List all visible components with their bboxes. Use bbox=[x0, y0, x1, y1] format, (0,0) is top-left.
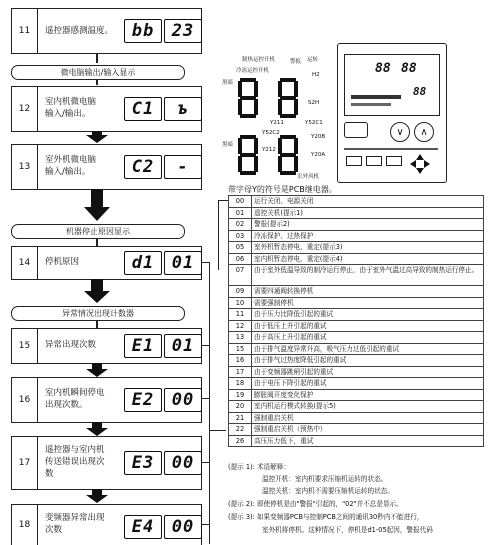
code-cell: 19 bbox=[229, 389, 252, 401]
step-number: 13 bbox=[12, 145, 38, 189]
code-cell: 02 bbox=[229, 219, 252, 231]
table-row bbox=[229, 435, 484, 447]
display-value: 23 bbox=[164, 19, 202, 43]
table-row bbox=[229, 412, 484, 424]
bracket-line bbox=[218, 200, 228, 201]
description-cell: 由于排气过热度降低引起的重试 bbox=[252, 355, 484, 367]
remote-digits: 88 bbox=[401, 61, 417, 76]
step-number: 11 bbox=[12, 9, 38, 53]
segment-display bbox=[124, 388, 202, 412]
note-1b: 温控关机：室内机不需要压缩机运转的状态。 bbox=[262, 487, 394, 495]
table-row bbox=[229, 265, 484, 286]
down-arrow-icon bbox=[86, 131, 108, 143]
code-cell: 01 bbox=[229, 207, 252, 219]
table-row bbox=[229, 366, 484, 378]
code-cell: 07 bbox=[229, 265, 252, 286]
remote-controller bbox=[337, 43, 447, 183]
bracket-line bbox=[218, 200, 219, 270]
table-row bbox=[229, 297, 484, 309]
segment-display bbox=[124, 451, 202, 475]
code-cell: 16 bbox=[229, 355, 252, 367]
table-caption: 带字母Y的符号是PCB继电器。 bbox=[228, 185, 337, 194]
diagram-label: 黑暗 bbox=[222, 80, 234, 86]
step-number: 18 bbox=[12, 505, 38, 545]
bracket-line bbox=[209, 262, 210, 544]
description-cell: 冷冻保护、过热保护 bbox=[252, 230, 484, 242]
step-16 bbox=[11, 377, 202, 423]
note-3: (提示 3): 如果变频器PCB与控制PCB之间的通讯30秒内不能进行， bbox=[228, 513, 424, 521]
diagram-label: S2H bbox=[308, 100, 320, 106]
step-15 bbox=[11, 328, 202, 364]
step-14 bbox=[11, 246, 202, 280]
banner-abnormal-counter: 异常情况出现计数器 bbox=[11, 306, 185, 321]
remote-button[interactable] bbox=[386, 156, 402, 166]
arrow-pad-icon[interactable] bbox=[408, 152, 432, 176]
code-cell: 06 bbox=[229, 253, 252, 265]
table-row bbox=[229, 219, 484, 231]
table-row bbox=[229, 355, 484, 367]
diagram-label: Y212 bbox=[262, 147, 276, 153]
diagram-label: Y211 bbox=[270, 120, 284, 126]
note-1: (提示 1): 术语解释： bbox=[228, 463, 290, 471]
description-cell: 室外机暂态停电，重定(提示3) bbox=[252, 242, 484, 254]
table-row bbox=[229, 401, 484, 413]
display-value: - bbox=[164, 155, 202, 179]
step-number: 17 bbox=[12, 437, 38, 489]
code-cell: 10 bbox=[229, 297, 252, 309]
display-value: 01 bbox=[164, 334, 202, 358]
code-cell: 11 bbox=[229, 309, 252, 321]
display-value: 00 bbox=[164, 388, 202, 412]
display-code: E4 bbox=[124, 515, 162, 539]
step-label: 室内机瞬间停电 出现次数。 bbox=[45, 388, 105, 410]
display-code: C2 bbox=[124, 155, 162, 179]
table-row bbox=[229, 309, 484, 321]
diagram-label: 冷冻运控开机 bbox=[236, 68, 270, 74]
step-label: 室内机微电脑 输入/输出。 bbox=[45, 97, 97, 119]
segment-display bbox=[124, 251, 202, 275]
code-cell: 03 bbox=[229, 230, 252, 242]
table-row bbox=[229, 320, 484, 332]
stop-reason-table bbox=[228, 195, 484, 447]
code-cell: 05 bbox=[229, 242, 252, 254]
down-arrow-icon bbox=[86, 489, 108, 503]
step-number: 16 bbox=[12, 378, 38, 422]
step-label: 遥控器感测温度。 bbox=[45, 26, 114, 36]
step-number: 12 bbox=[12, 87, 38, 131]
diagram-label: Y52C1 bbox=[305, 120, 323, 126]
remote-button[interactable] bbox=[366, 156, 382, 166]
description-cell: 运行关闭、电源关闭 bbox=[252, 196, 484, 208]
chevron-down-icon[interactable]: ∨ bbox=[390, 122, 410, 142]
step-label: 异常出现次数 bbox=[45, 340, 97, 350]
code-cell: 09 bbox=[229, 286, 252, 298]
diagram-label: 警报 bbox=[290, 59, 302, 65]
banner-stop-reason: 机器停止原因显示 bbox=[11, 224, 185, 239]
code-cell: 12 bbox=[229, 320, 252, 332]
step-label: 变频器异常出现 次数 bbox=[45, 513, 105, 535]
display-code: E3 bbox=[124, 451, 162, 475]
flow-line bbox=[96, 320, 98, 328]
indoor-digit-diagram bbox=[236, 76, 316, 120]
down-arrow-icon bbox=[84, 189, 110, 221]
table-row bbox=[229, 253, 484, 265]
chevron-up-icon[interactable]: ∧ bbox=[414, 122, 434, 142]
table-row bbox=[229, 207, 484, 219]
segment-display bbox=[124, 515, 202, 539]
bracket-line bbox=[201, 462, 209, 463]
step-11 bbox=[11, 8, 202, 54]
description-cell: 高压压力低下，重试 bbox=[252, 435, 484, 447]
display-value: 01 bbox=[164, 251, 202, 275]
description-cell: 遥控关机(提示1) bbox=[252, 207, 484, 219]
code-cell: 21 bbox=[229, 412, 252, 424]
step-number: 14 bbox=[12, 247, 38, 279]
diagram-label: H2 bbox=[312, 72, 320, 78]
code-cell: 20 bbox=[229, 401, 252, 413]
remote-button[interactable] bbox=[346, 156, 362, 166]
code-cell: 00 bbox=[229, 196, 252, 208]
display-value: ъ bbox=[164, 97, 202, 121]
display-value: 00 bbox=[164, 451, 202, 475]
remote-digits: 88 bbox=[413, 85, 427, 98]
table-row bbox=[229, 230, 484, 242]
step-label: 停机原因 bbox=[45, 257, 80, 267]
bracket-line bbox=[201, 262, 209, 263]
description-cell: 膨胀阀开度变化保护 bbox=[252, 389, 484, 401]
table-row bbox=[229, 196, 484, 208]
description-cell: 强制重启关机 bbox=[252, 412, 484, 424]
table-row bbox=[229, 389, 484, 401]
description-cell: 室内机运行模式转换(提示5) bbox=[252, 401, 484, 413]
outdoor-digit-diagram bbox=[236, 133, 316, 177]
description-cell: 室内机暂态停电，重定(提示4) bbox=[252, 253, 484, 265]
description-cell: 需要四通阀转换停机 bbox=[252, 286, 484, 298]
code-cell: 22 bbox=[229, 424, 252, 436]
diagram-label: 制热运控开机 bbox=[242, 57, 276, 63]
note-3a: 室外机将停机。这种情况下，停机是d1-05起因，警报代码 bbox=[262, 526, 433, 534]
step-label: 室外机微电脑 输入/输出。 bbox=[45, 155, 97, 177]
description-cell: 需要强制停机 bbox=[252, 297, 484, 309]
display-code: E2 bbox=[124, 388, 162, 412]
bracket-line bbox=[209, 430, 226, 431]
table-row bbox=[229, 343, 484, 355]
description-cell: 由于变频器跳闸引起的重试 bbox=[252, 366, 484, 378]
description-cell: 由于高压上升引起的重试 bbox=[252, 332, 484, 344]
description-cell: 强制重启关机（预热中） bbox=[252, 424, 484, 436]
flow-line bbox=[96, 79, 98, 85]
display-code: C1 bbox=[124, 97, 162, 121]
display-code: E1 bbox=[124, 334, 162, 358]
banner-micro-io: 微电脑输出/输入显示 bbox=[11, 65, 185, 80]
remote-button[interactable] bbox=[344, 122, 368, 138]
note-1a: 温控开机：室内机要求压缩机运转的状态。 bbox=[262, 475, 388, 483]
flow-line bbox=[96, 53, 98, 63]
diagram-label: 黑暗 bbox=[222, 142, 234, 148]
flow-line bbox=[96, 238, 98, 246]
down-arrow-icon bbox=[84, 279, 110, 303]
description-cell: 由于室外低温导致的制冷运行停止，由于室外气温过高导致的制热运行停止。 bbox=[252, 265, 484, 286]
table-row bbox=[229, 424, 484, 436]
table-row bbox=[229, 286, 484, 298]
display-code: d1 bbox=[124, 251, 162, 275]
description-cell: 由于电压下降引起的重试 bbox=[252, 378, 484, 390]
diagram-label: Y20B bbox=[311, 134, 326, 140]
description-cell: 由于排气温度异常升高，吸气压力过低引起的重试 bbox=[252, 343, 484, 355]
display-code: bb bbox=[124, 19, 162, 43]
segment-display bbox=[124, 19, 202, 43]
bracket-line bbox=[201, 345, 209, 346]
segment-display bbox=[124, 334, 202, 358]
segment-display bbox=[124, 155, 202, 179]
code-cell: 26 bbox=[229, 435, 252, 447]
description-cell: 由于低压上升引起的重试 bbox=[252, 320, 484, 332]
note-2: (提示 2): 即使停机是由"警报"引起的，"02"并不总是显示。 bbox=[228, 500, 403, 508]
step-18 bbox=[11, 504, 202, 545]
table-row bbox=[229, 242, 484, 254]
down-arrow-icon bbox=[86, 363, 108, 377]
table-row bbox=[229, 332, 484, 344]
table-row bbox=[229, 378, 484, 390]
diagram-label: Y20A bbox=[311, 152, 326, 158]
remote-screen bbox=[344, 54, 440, 116]
diagram-label: 室外风机 bbox=[297, 174, 320, 180]
diagram-label: 运转 bbox=[307, 57, 319, 63]
step-17 bbox=[11, 436, 202, 490]
step-label: 遥控器与室内机 传送错误出现次 数 bbox=[45, 445, 105, 479]
code-cell: 15 bbox=[229, 343, 252, 355]
remote-digits: 88 bbox=[375, 61, 391, 76]
code-cell: 13 bbox=[229, 332, 252, 344]
display-value: 00 bbox=[164, 515, 202, 539]
diagram-label: Y52C2 bbox=[262, 130, 280, 136]
step-13 bbox=[11, 144, 202, 190]
bracket-line bbox=[201, 524, 209, 525]
down-arrow-icon bbox=[86, 422, 108, 436]
code-cell: 18 bbox=[229, 378, 252, 390]
description-cell: 由于压力比降低引起的重试 bbox=[252, 309, 484, 321]
step-number: 15 bbox=[12, 329, 38, 363]
segment-display bbox=[124, 97, 202, 121]
bracket-line bbox=[201, 398, 209, 399]
code-cell: 17 bbox=[229, 366, 252, 378]
description-cell: 警报(提示2) bbox=[252, 219, 484, 231]
step-12 bbox=[11, 86, 202, 132]
